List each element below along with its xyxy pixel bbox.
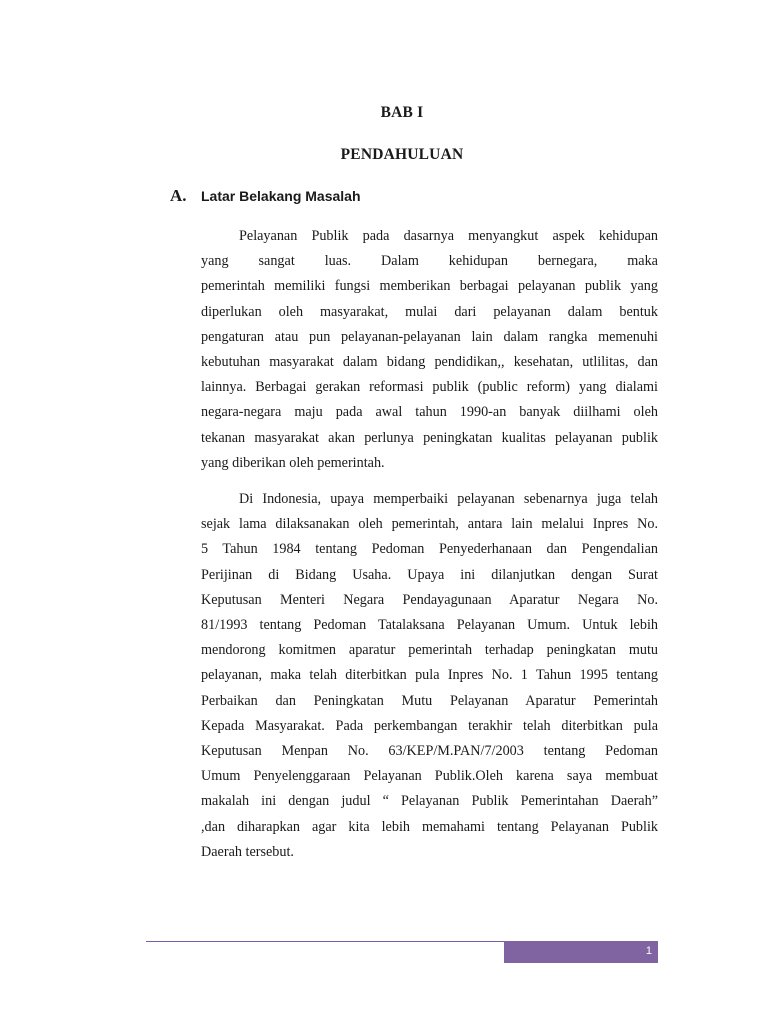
paragraph-line: Perijinan di Bidang Usaha. Upaya ini dilanjutkan dengan Surat [201,566,658,583]
paragraph-line: Kepada Masyarakat. Pada perkembangan terakhir telah diterbitkan pula [201,717,658,734]
paragraph-line: pelayanan, maka telah diterbitkan pula Inpres No. 1 Tahun 1995 tentang [201,667,658,684]
chapter-number: BAB I [380,104,424,121]
paragraph-line: diperlukan oleh masyarakat, mulai dari pelayanan dalam bentuk [201,303,658,320]
paragraph-line: 5 Tahun 1984 tentang Pedoman Penyederhanaan dan Pengendalian [201,541,658,558]
paragraph-line: ,dan diharapkan agar kita lebih memahami tentang Pelayanan Publik [201,818,658,835]
paragraph-line: pemerintah memiliki fungsi memberikan berbagai pelayanan publik yang [201,278,658,295]
section-heading [170,186,361,206]
paragraph-line: Keputusan Menpan No. 63/KEP/M.PAN/7/2003 tentang Pedoman [201,743,658,760]
paragraph-line: yang sangat luas. Dalam kehidupan bernegara, maka [201,253,658,270]
paragraph-2 [201,487,658,865]
paragraph-line: Daerah tersebut. [201,843,294,860]
paragraph-1 [201,224,658,476]
paragraph-line: makalah ini dengan judul “ Pelayanan Publik Pemerintahan Daerah” [201,793,658,810]
paragraph-line: kebutuhan masyarakat dalam bidang pendidikan,, kesehatan, utlilitas, dan [201,354,658,371]
paragraph-line: Keputusan Menteri Negara Pendayagunaan Aparatur Negara No. [201,591,658,608]
paragraph-line: sejak lama dilaksanakan oleh pemerintah, antara lain melalui Inpres No. [201,516,658,533]
paragraph-line: tekanan masyarakat akan perlunya peningkatan kualitas pelayanan publik [201,429,658,446]
page-number: 1 [504,941,658,963]
paragraph-line: mendorong komitmen aparatur pemerintah terhadap peningkatan mutu [201,642,658,659]
paragraph-line: Pelayanan Publik pada dasarnya menyangkut aspek kehidupan [239,228,658,244]
paragraph-line: yang diberikan oleh pemerintah. [201,454,385,471]
paragraph-line: Di Indonesia, upaya memperbaiki pelayanan sebenarnya juga telah [239,491,658,507]
chapter-title: PENDAHULUAN [340,146,464,163]
footer-divider [146,941,504,942]
paragraph-line: Umum Penyelenggaraan Pelayanan Publik.Oleh karena saya membuat [201,768,658,785]
section-letter: A. [170,186,187,205]
section-title: Latar Belakang Masalah [201,188,361,204]
paragraph-line: negara-negara maju pada awal tahun 1990-an banyak diilhami oleh [201,404,658,421]
paragraph-line: Perbaikan dan Peningkatan Mutu Pelayanan Aparatur Pemerintah [201,692,658,709]
paragraph-line: 81/1993 tentang Pedoman Tatalaksana Pelayanan Umum. Untuk lebih [201,617,658,634]
paragraph-line: pengaturan atau pun pelayanan-pelayanan lain dalam rangka memenuhi [201,328,658,345]
paragraph-line: lainnya. Berbagai gerakan reformasi publik (public reform) yang dialami [201,379,658,396]
